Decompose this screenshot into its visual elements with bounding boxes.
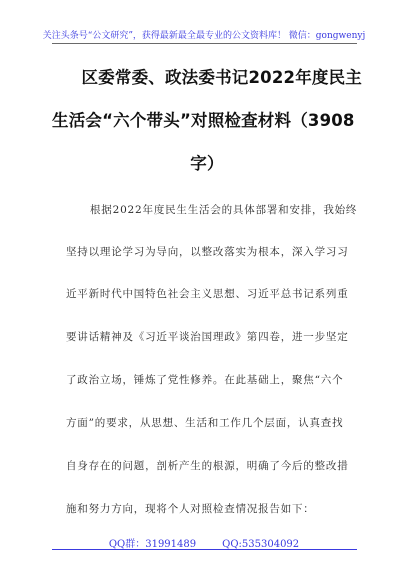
- body-line-7: 自身存在的问题，剖析产生的根源，明确了今后的整改措: [66, 460, 349, 472]
- body-line-8: 施和努力方向，现将个人对照检查情况报告如下：: [66, 503, 315, 515]
- header-divider: [52, 43, 357, 44]
- body-line-4: 要讲话精神及《习近平谈治国理政》第四卷，进一步坚定: [66, 331, 349, 343]
- footer-qq-group: QQ群：31991489: [108, 539, 197, 550]
- footer-contact: [0, 535, 408, 550]
- body-line-5: 了政治立场，锤炼了党性修养。在此基础上，聚焦“六个: [66, 374, 344, 386]
- body-line-6: 方面”的要求，从思想、生活和工作几个层面，认真查找: [66, 417, 344, 429]
- body-line-3: 近平新时代中国特色社会主义思想、习近平总书记系列重: [66, 288, 349, 300]
- footer-qq-number: QQ:535304092: [222, 539, 300, 550]
- body-line-1: 根据2022年度民生生活会的具体部署和安排，我始终: [90, 204, 358, 216]
- title-line-2: 生活会“六个带头”对照检查材料（3908: [52, 111, 355, 130]
- title-line-1: 区委常委、政法委书记2022年度民主: [81, 68, 362, 87]
- body-line-2: 坚持以理论学习为导向，以整改落实为根本，深入学习习: [66, 246, 349, 258]
- header-promo-note: 关注头条号“公文研究”，获得最新最全最专业的公文资料库！ 微信：gongwenyj: [42, 31, 366, 41]
- footer-divider: [52, 549, 357, 550]
- title-line-3: 字）: [190, 154, 224, 173]
